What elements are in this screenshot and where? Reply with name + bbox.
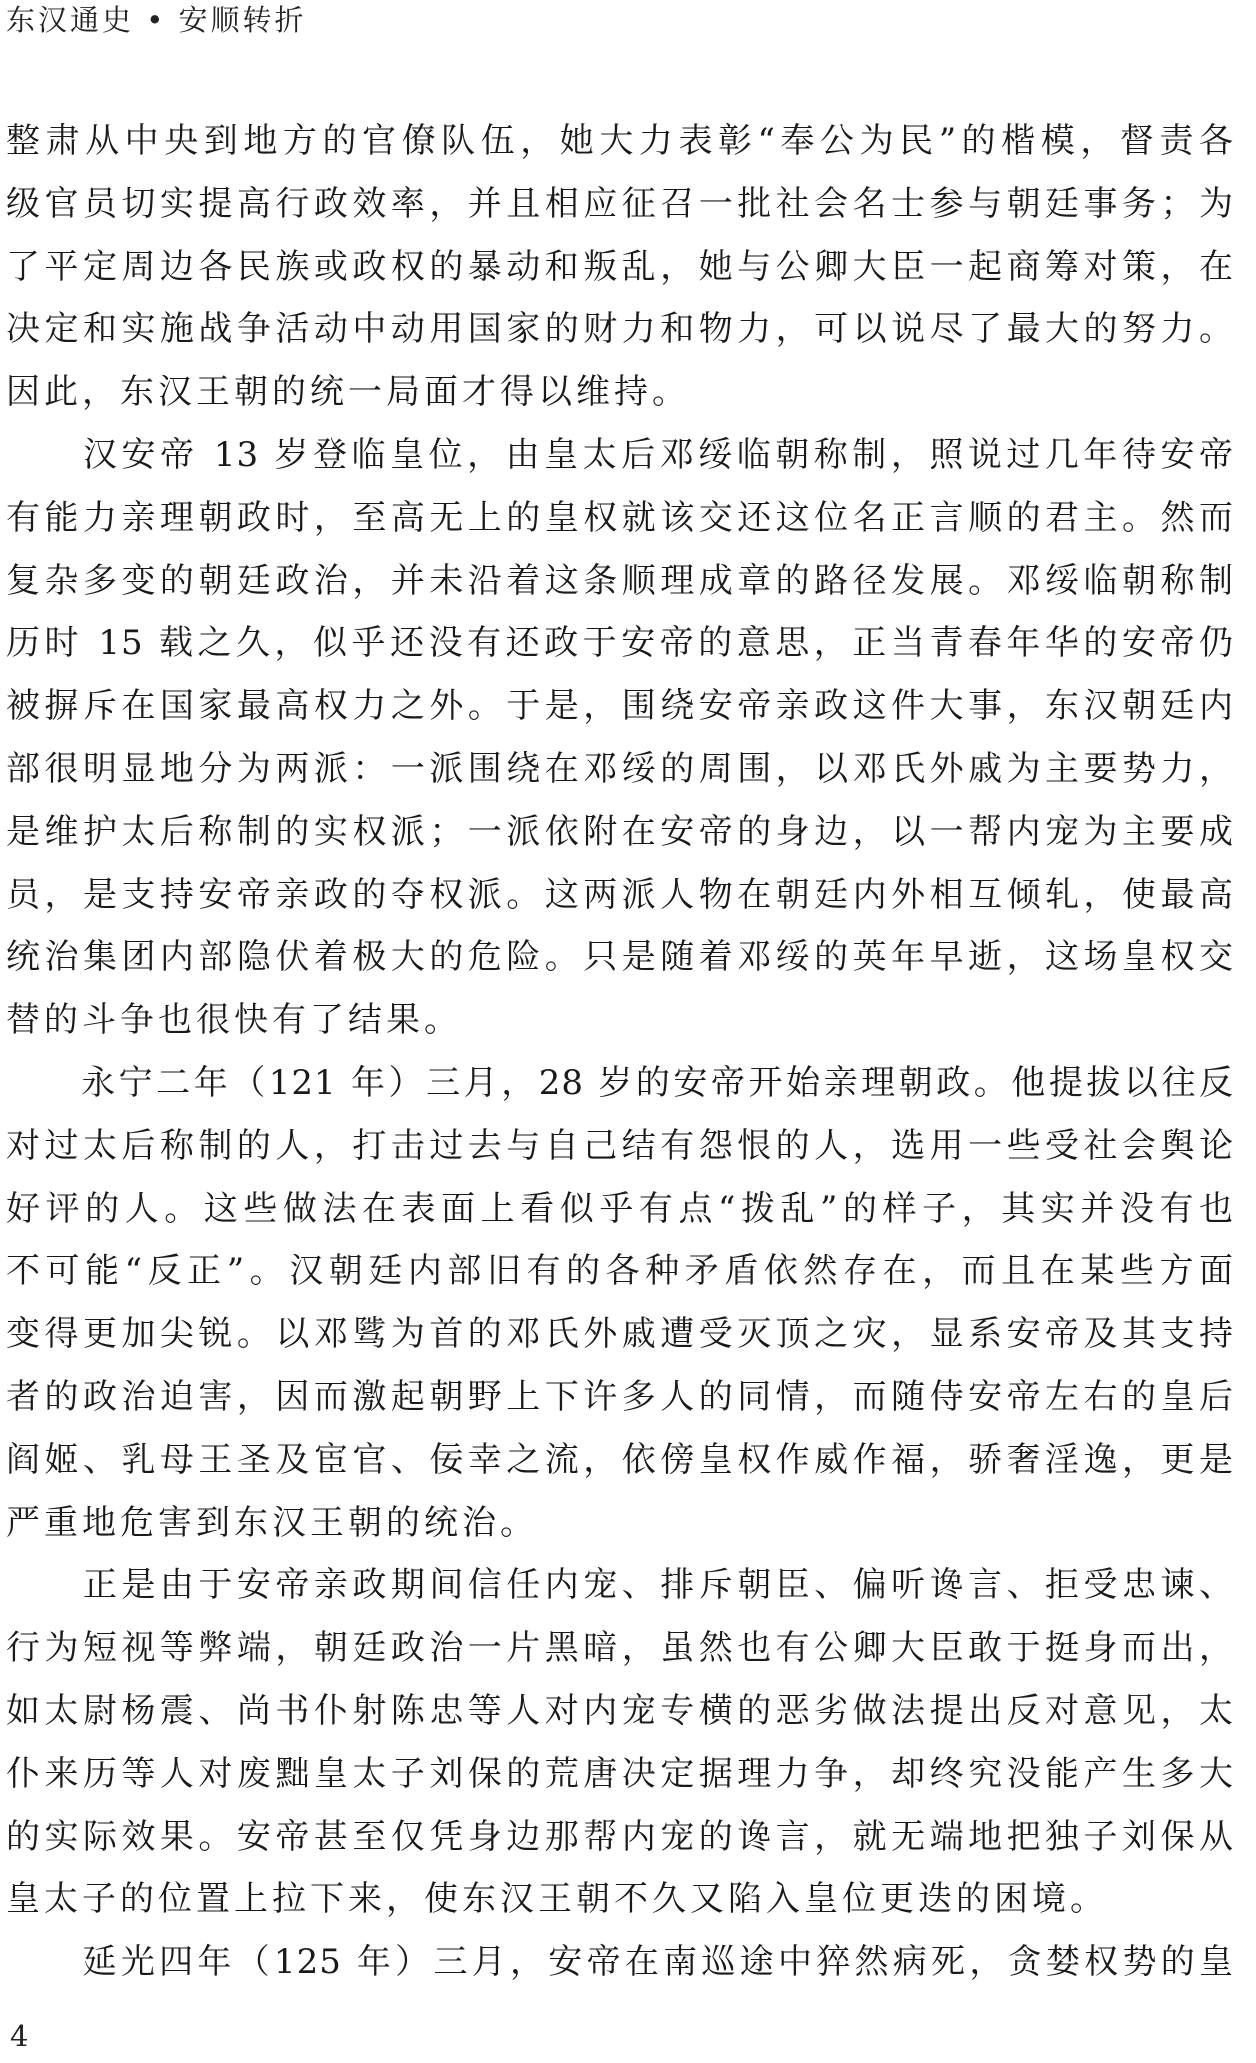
text-line: 员，是支持安帝亲政的夺权派。这两派人物在朝廷内外相互倾轧，使最高 (6, 874, 1234, 915)
text-line: 是维护太后称制的实权派；一派依附在安帝的身边，以一帮内宠为主要成 (6, 811, 1234, 852)
text-line: 部很明显地分为两派：一派围绕在邓绥的周围，以邓氏外戚为主要势力， (6, 748, 1234, 789)
running-header: 东汉通史 • 安顺转折 (6, 3, 307, 37)
text-line: 整肃从中央到地方的官僚队伍，她大力表彰“奉公为民”的楷模，督责各 (6, 121, 1234, 161)
text-line: 皇太子的位置上拉下来，使东汉王朝不久又陷入皇位更迭的困境。 (6, 1879, 1108, 1920)
text-line: 不可能“反正”。汉朝廷内部旧有的各种矛盾依然存在，而且在某些方面 (6, 1251, 1234, 1292)
text-line: 变得更加尖锐。以邓骘为首的邓氏外戚遭受灭顶之灾，显系安帝及其支持 (6, 1314, 1234, 1355)
text-line: 汉安帝 13 岁登临皇位，由皇太后邓绥临朝称制，照说过几年待安帝 (6, 434, 1234, 475)
text-line: 仆来历等人对废黜皇太子刘保的荒唐决定据理力争，却终究没能产生多大 (6, 1753, 1234, 1794)
text-line: 正是由于安帝亲政期间信任内宠、排斥朝臣、偏听谗言、拒受忠谏、 (6, 1565, 1234, 1606)
page-number: 4 (10, 2019, 29, 2053)
text-line: 有能力亲理朝政时，至高无上的皇权就该交还这位名正言顺的君主。然而 (6, 497, 1234, 538)
text-line: 对过太后称制的人，打击过去与自己结有怨恨的人，选用一些受社会舆论 (6, 1125, 1234, 1166)
text-line: 好评的人。这些做法在表面上看似乎有点“拨乱”的样子，其实并没有也 (6, 1188, 1234, 1229)
text-line: 统治集团内部隐伏着极大的危险。只是随着邓绥的英年早逝，这场皇权交 (6, 937, 1234, 978)
text-line: 严重地危害到东汉王朝的统治。 (6, 1502, 538, 1543)
text-line: 的实际效果。安帝甚至仅凭身边那帮内宠的谗言，就无端地把独子刘保从 (6, 1816, 1234, 1857)
text-line: 级官员切实提高行政效率，并且相应征召一批社会名士参与朝廷事务；为 (6, 183, 1234, 224)
text-line: 了平定周边各民族或政权的暴动和叛乱，她与公卿大臣一起商筹对策，在 (6, 246, 1234, 287)
text-line: 延光四年（125 年）三月，安帝在南巡途中猝然病死，贪婪权势的皇 (6, 1942, 1234, 1983)
text-line: 复杂多变的朝廷政治，并未沿着这条顺理成章的路径发展。邓绥临朝称制 (6, 560, 1234, 601)
text-line: 永宁二年（121 年）三月，28 岁的安帝开始亲理朝政。他提拔以往反 (6, 1062, 1234, 1103)
text-line: 行为短视等弊端，朝廷政治一片黑暗，虽然也有公卿大臣敢于挺身而出， (6, 1628, 1234, 1669)
text-line: 历时 15 载之久，似乎还没有还政于安帝的意思，正当青春年华的安帝仍 (6, 623, 1234, 664)
text-line: 如太尉杨震、尚书仆射陈忠等人对内宠专横的恶劣做法提出反对意见，太 (6, 1690, 1234, 1731)
text-line: 者的政治迫害，因而激起朝野上下许多人的同情，而随侍安帝左右的皇后 (6, 1376, 1234, 1417)
text-line: 被摒斥在国家最高权力之外。于是，围绕安帝亲政这件大事，东汉朝廷内 (6, 686, 1234, 727)
text-line: 阎姬、乳母王圣及宦官、佞幸之流，依傍皇权作威作福，骄奢淫逸，更是 (6, 1439, 1234, 1480)
text-line: 替的斗争也很快有了结果。 (6, 1000, 462, 1041)
text-line: 因此，东汉王朝的统一局面才得以维持。 (6, 372, 690, 413)
text-line: 决定和实施战争活动中动用国家的财力和物力，可以说尽了最大的努力。 (6, 309, 1234, 350)
body-text (6, 110, 1234, 1994)
